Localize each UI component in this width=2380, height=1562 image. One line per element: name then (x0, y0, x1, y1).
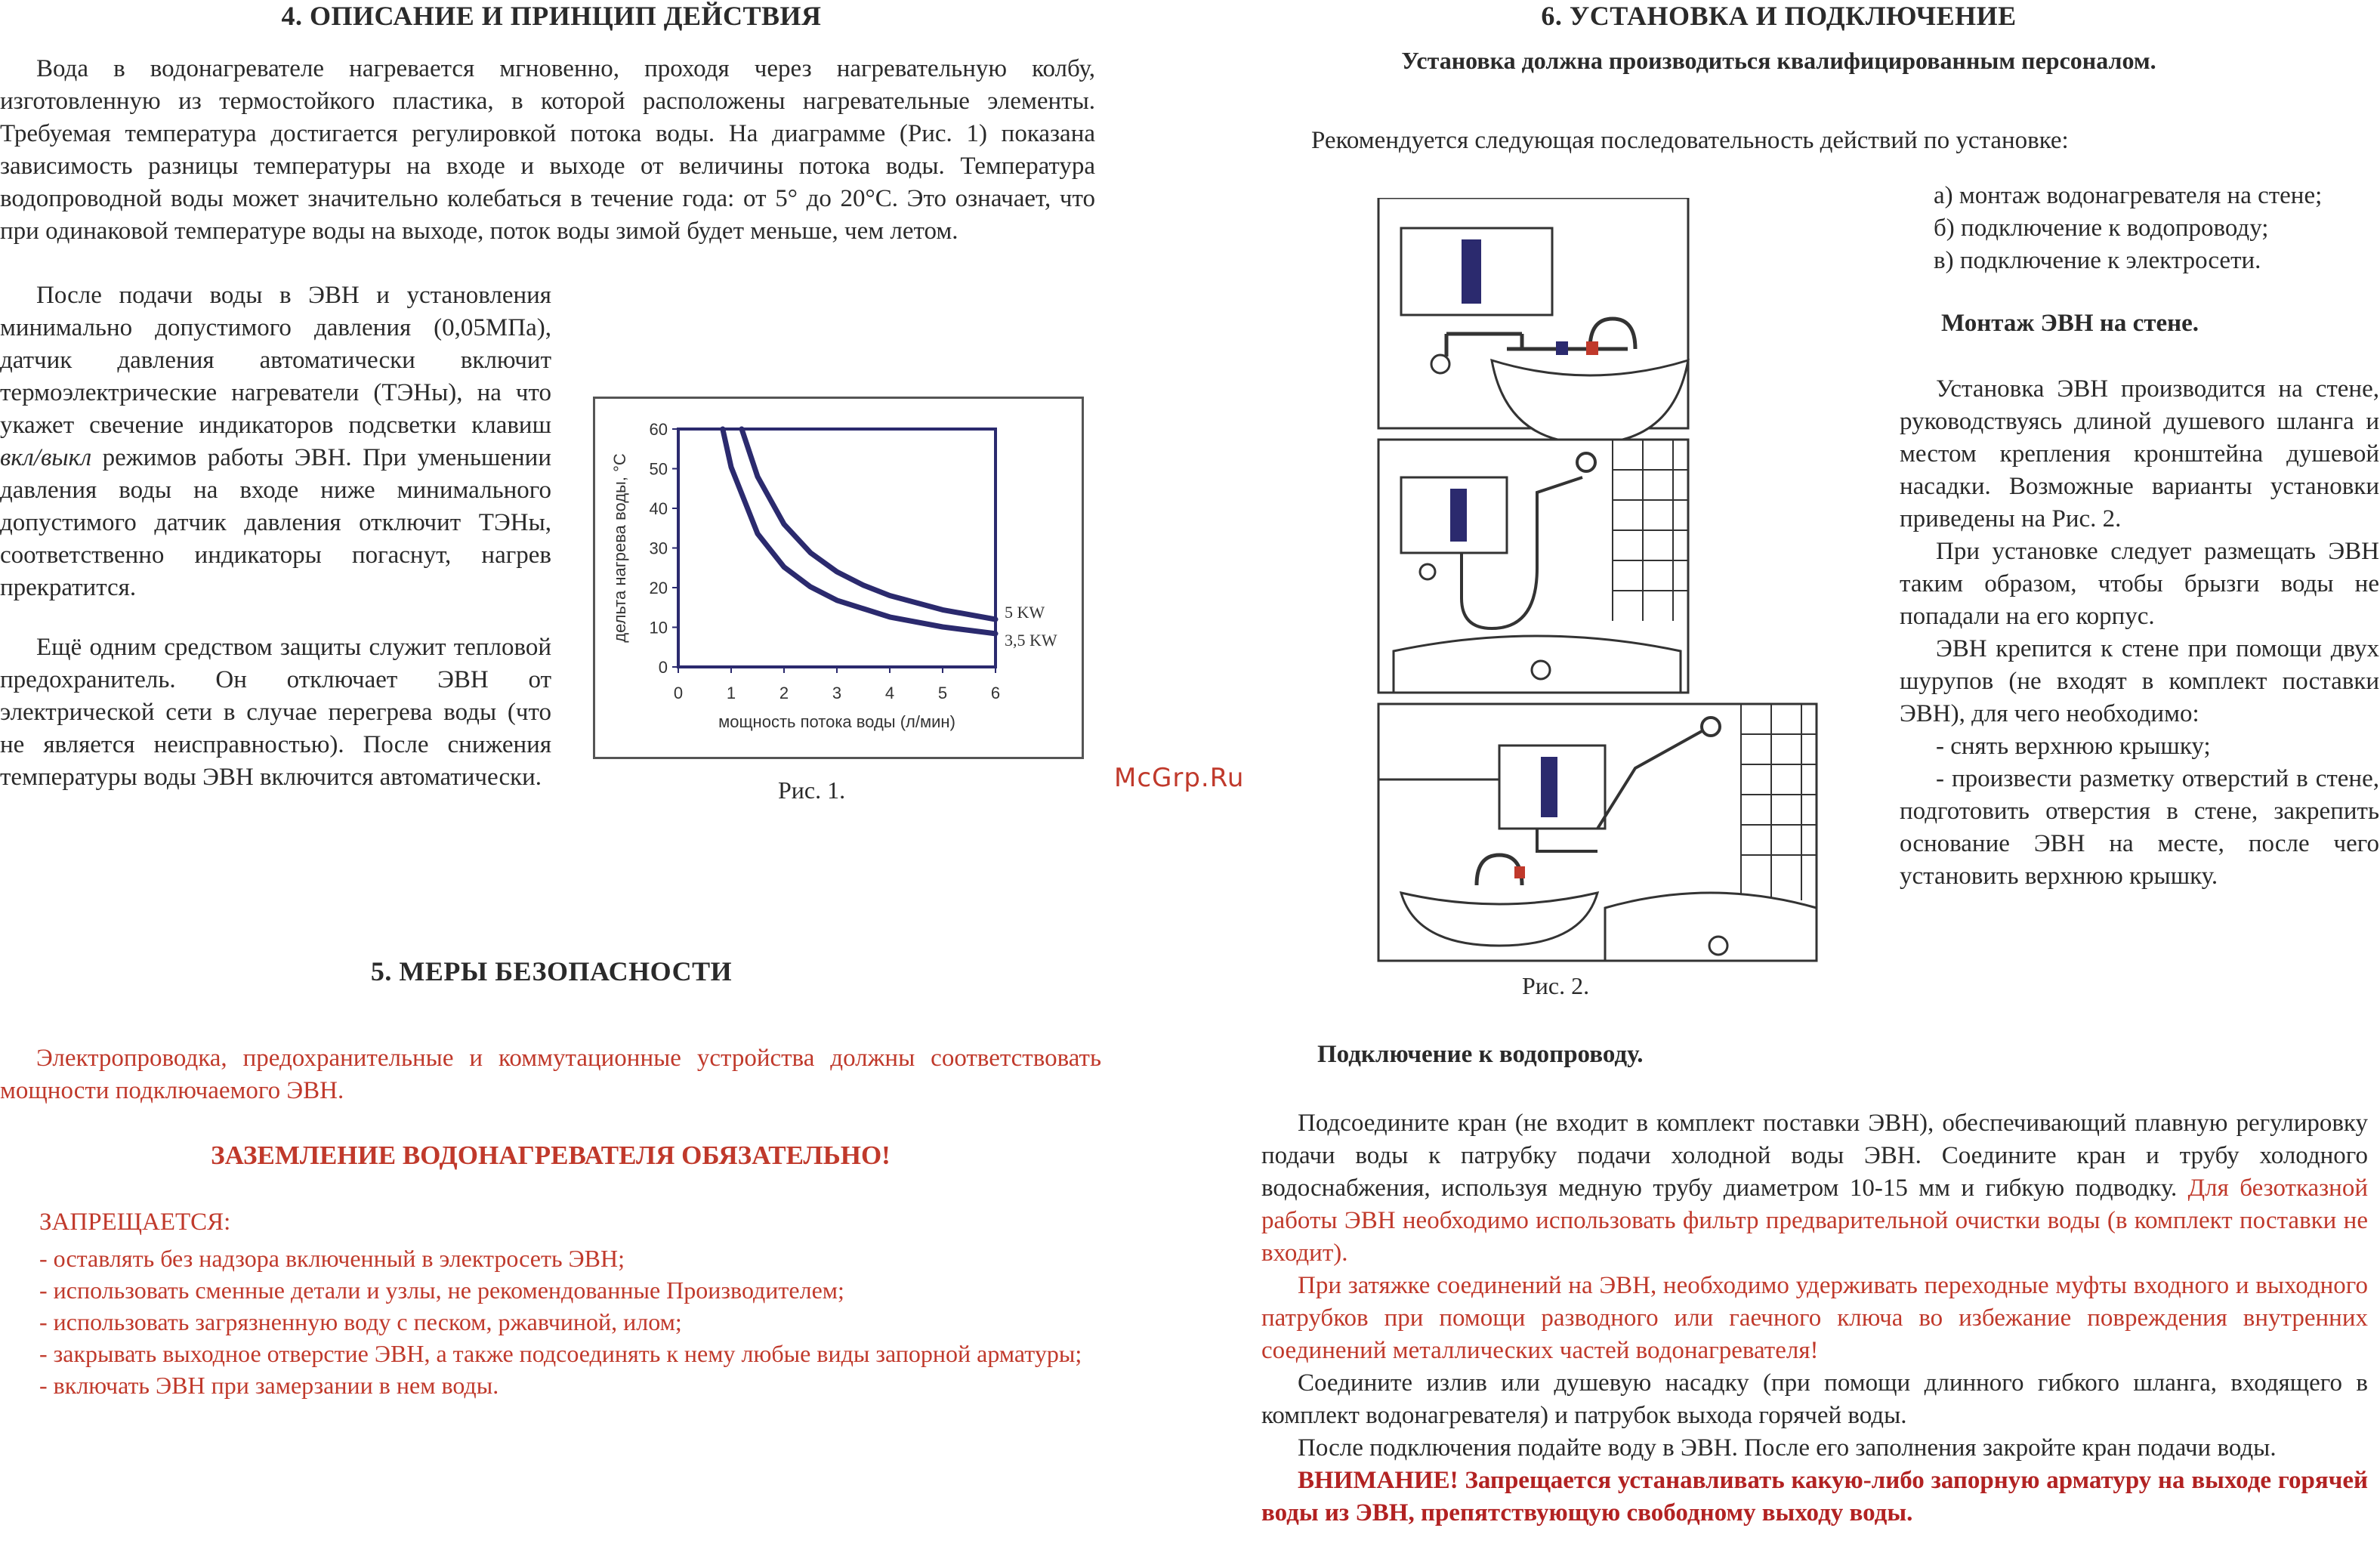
p2-text-a: После подачи воды в ЭВН и установления минимально допустимого давления (0,05МПа), датчик давления автоматически включит термоэлектрические нагреватели (ТЭНы), на что укажет свечение индикаторов подсветки клавиш (0, 282, 551, 439)
mount-title: Монтаж ЭВН на стене. (1941, 310, 2199, 337)
x-tick-label: 0 (673, 684, 684, 702)
section-6-title: 6. УСТАНОВКА И ПОДКЛЮЧЕНИЕ (1541, 1, 2017, 31)
p2-emphasis: вкл/выкл (0, 444, 92, 471)
figure-1-chart (593, 397, 1084, 759)
section-4-title: 4. ОПИСАНИЕ И ПРИНЦИП ДЕЙСТВИЯ (281, 1, 822, 31)
forbidden-item: - использовать сменные детали и узлы, не рекомендованные Производителем; (39, 1276, 844, 1304)
install-step: в) подключение к электросети. (1934, 247, 2261, 274)
water-paragraph-1 (1261, 1107, 2368, 1270)
y-tick-label: 50 (649, 459, 668, 479)
forbidden-list (39, 1242, 1097, 1401)
water-text-red: Для безотказной работы ЭВН необходимо использовать фильтр предварительной очистки воды (в комплект поставки не входит). (1261, 1175, 2368, 1267)
y-tick-label: 0 (658, 658, 668, 677)
shower-head-icon (1577, 453, 1595, 471)
water-paragraph-2: При затяжке соединений на ЭВН, необходимо удерживать переходные муфты входного и выходного патрубков при помощи разводного или гаечного ключа во избежание повреждения внутренних соединений металлических частей водонагревателя! (1261, 1272, 2368, 1364)
mount-paragraph: При установке следует размещать ЭВН таким образом, чтобы брызги воды не попадали на его корпус. (1900, 538, 2379, 630)
section-4-paragraph-3: Ещё одним средством защиты служит тепловой предохранитель. Он отключает ЭВН от электрической сети в случае перегрева воды (что не является неисправностью). После снижения температуры воды ЭВН включится автоматически. (0, 634, 551, 791)
forbidden-item: - включать ЭВН при замерзании в нем воды. (39, 1372, 499, 1399)
mount-paragraph: - произвести разметку отверстий в стене, подготовить отверстия в стене, закрепить основание ЭВН на месте, после чего установить верхнюю крышку. (1900, 765, 2379, 890)
mount-paragraph: - снять верхнюю крышку; (1936, 733, 2211, 760)
forbidden-item: - использовать загрязненную воду с песком, ржавчиной, илом; (39, 1308, 682, 1335)
water-text-plain: Подсоедините кран (не входит в комплект поставки ЭВН), обеспечивающий плавную регулировку подачи воды к патрубку подачи холодной воды ЭВН. Соедините кран и трубу холодного водоснабжения, используя медную трубу диаметром 10-15 мм и гибкую подводку. (1261, 1110, 2368, 1202)
y-tick-label: 60 (649, 420, 668, 439)
water-connection-text (1261, 1107, 2368, 1530)
section-4-paragraph-1: Вода в водонагревателе нагревается мгновенно, проходя через нагревательную колбу, изготовленную из термостойкого пластика, в которой расположены нагревательные элементы. Требуемая температура достигается регулировкой потока воды. На диаграмме (Рис. 1) показана зависимость разницы температуры на входе и выходе от величины потока воды. Температура водопроводной воды может значительно колебаться в течение года: от 5° до 20°С. Это означает, что при одинаковой температуре воды на выходе, поток воды зимой будет меньше, чем летом. (0, 55, 1095, 245)
mount-paragraph: Установка ЭВН производится на стене, руководствуясь длиной душевого шланга и местом крепления кронштейна душевой насадки. Возможные варианты установки приведены на Рис. 2. (1900, 375, 2379, 532)
section-4-paragraph-2 (0, 279, 551, 604)
panel-sink (1378, 198, 1688, 443)
y-axis-label: дельта нагрева воды, °С (610, 453, 629, 643)
x-tick-label: 2 (779, 684, 789, 702)
panel-sink-bath (1378, 704, 1817, 961)
recommendation-text: Рекомендуется следующая последовательность действий по установке: (1311, 127, 2069, 154)
y-tick-label: 10 (649, 618, 668, 637)
watermark: McGrp.Ru (1114, 763, 1245, 793)
y-tick-label: 20 (649, 579, 668, 597)
section-5-title: 5. МЕРЫ БЕЗОПАСНОСТИ (370, 956, 733, 986)
figure-2-caption: Рис. 2. (1522, 972, 1590, 999)
water-connection-title: Подключение к водопроводу. (1317, 1041, 1644, 1068)
install-step: а) монтаж водонагревателя на стене; (1934, 182, 2323, 209)
section-6-subtitle: Установка должна производиться квалифицированным персоналом. (1401, 47, 2156, 74)
chart-svg (595, 399, 1082, 757)
mount-paragraph: ЭВН крепится к стене при помощи двух шурупов (не входят в комплект поставки ЭВН), для чего необходимо: (1900, 635, 2379, 727)
y-tick-label: 40 (649, 499, 668, 518)
x-tick-label: 4 (884, 684, 895, 702)
shower-head-icon (1702, 718, 1720, 736)
warning-paragraph: ВНИМАНИЕ! Запрещается устанавливать какую-либо запорную арматуру на выходе горячей воды из ЭВН, препятствующую свободному выходу воды. (1261, 1467, 2368, 1526)
install-step: б) подключение к водопроводу; (1934, 215, 2269, 242)
forbidden-title: ЗАПРЕЩАЕТСЯ: (39, 1209, 231, 1236)
series-label: 5 KW (1005, 603, 1045, 622)
x-tick-label: 1 (726, 684, 736, 702)
figure-1-caption: Рис. 1. (778, 776, 846, 804)
x-tick-label: 3 (832, 684, 842, 702)
water-paragraph-4: После подключения подайте воду в ЭВН. После его заполнения закройте кран подачи воды. (1298, 1434, 2277, 1462)
mount-text (1900, 373, 2379, 893)
section-5-paragraph: Электропроводка, предохранительные и коммутационные устройства должны соответствовать мощности подключаемого ЭВН. (0, 1045, 1101, 1104)
forbidden-item: - оставлять без надзора включенный в электросеть ЭВН; (39, 1245, 625, 1272)
install-steps-list (1934, 180, 2322, 277)
x-tick-label: 6 (990, 684, 1001, 702)
y-tick-label: 30 (649, 539, 668, 558)
series-label: 3,5 KW (1005, 630, 1057, 650)
grounding-warning: ЗАЗЕМЛЕНИЕ ВОДОНАГРЕВАТЕЛЯ ОБЯЗАТЕЛЬНО! (211, 1141, 891, 1170)
x-tick-label: 5 (937, 684, 948, 702)
x-axis-label: мощность потока воды (л/мин) (718, 712, 955, 731)
forbidden-item: - закрывать выходное отверстие ЭВН, а также подсоединять к нему любые виды запорной арматуры; (39, 1340, 1082, 1367)
plot-area (678, 429, 996, 667)
figure-2-illustration (1371, 198, 1930, 968)
p2-text-b: режимов работы ЭВН. При уменьшении давления воды на входе ниже минимального допустимого датчик давления отключит ТЭНы, соответственно индикаторы погаснут, нагрев прекратится. (0, 444, 551, 601)
water-paragraph-3: Соедините излив или душевую насадку (при помощи длинного гибкого шланга, входящего в комплект водонагревателя) и патрубок выхода горячей воды. (1261, 1369, 2368, 1429)
panel-shower (1378, 440, 1688, 693)
